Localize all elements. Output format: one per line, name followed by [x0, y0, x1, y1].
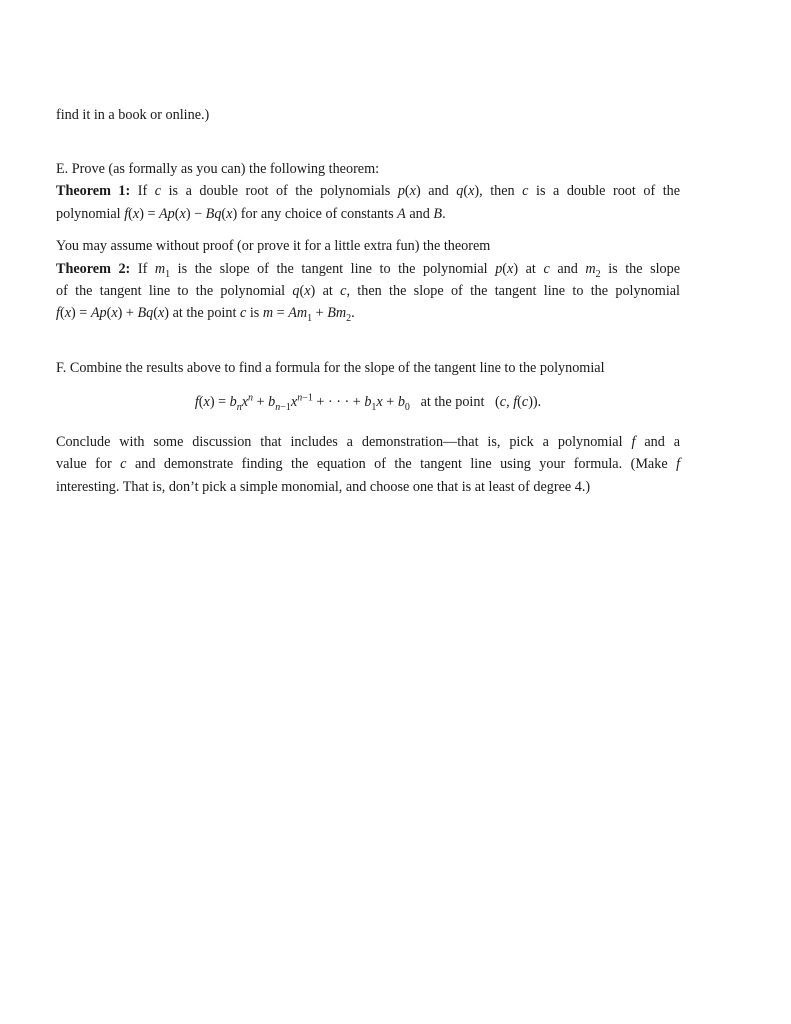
- conclude-line-2: value for c and demonstrate finding the equation of the tangent line using your formula. (Make f: [56, 456, 681, 472]
- theorem-1-label: Theorem 1:: [56, 183, 131, 199]
- theorem-2-line-3: f(x) = Ap(x) + Bq(x) at the point c is $m = Am_1 + Bm_2$.: [56, 305, 355, 324]
- assume-text: You may assume without proof (or prove it for a little extra fun) the theorem: [56, 238, 491, 254]
- theorem-1-line-2: polynomial f(x) = Ap(x) − Bq(x) for any choice of constants A and B.: [56, 206, 446, 222]
- theorem-2-line-1: Theorem 2: If $m_1$ is the slope of the tangent line to the polynomial p(x) at c and $m_2$ is the slope: [56, 261, 681, 280]
- top-fragment: find it in a book or online.): [56, 107, 210, 123]
- conclude-line-1: Conclude with some discussion that includes a demonstration—that is, pick a polynomial f and a: [56, 434, 681, 450]
- polynomial-formula: $f(x) = b_nx^n + b_{n-1}x^{n-1}$ + · · · + $b_1x + b_0$ at the point (c, f(c)).: [194, 392, 542, 413]
- theorem-2-line-2: of the tangent line to the polynomial q(x) at c, then the slope of the tangent line to the polynomial: [56, 283, 680, 299]
- section-f-intro: F. Combine the results above to find a formula for the slope of the tangent line to the polynomial: [56, 360, 605, 376]
- section-e-label: E.: [56, 161, 69, 177]
- conclude-line-3: interesting. That is, don’t pick a simple monomial, and choose one that is at least of degree 4.): [56, 479, 591, 495]
- theorem-2-label: Theorem 2:: [56, 261, 131, 277]
- section-e-intro: E. Prove (as formally as you can) the following theorem:: [56, 161, 380, 177]
- section-f-label: F.: [56, 360, 67, 376]
- theorem-1-line-1: Theorem 1: If c is a double root of the polynomials p(x) and q(x), then c is a double root of the: [56, 183, 681, 199]
